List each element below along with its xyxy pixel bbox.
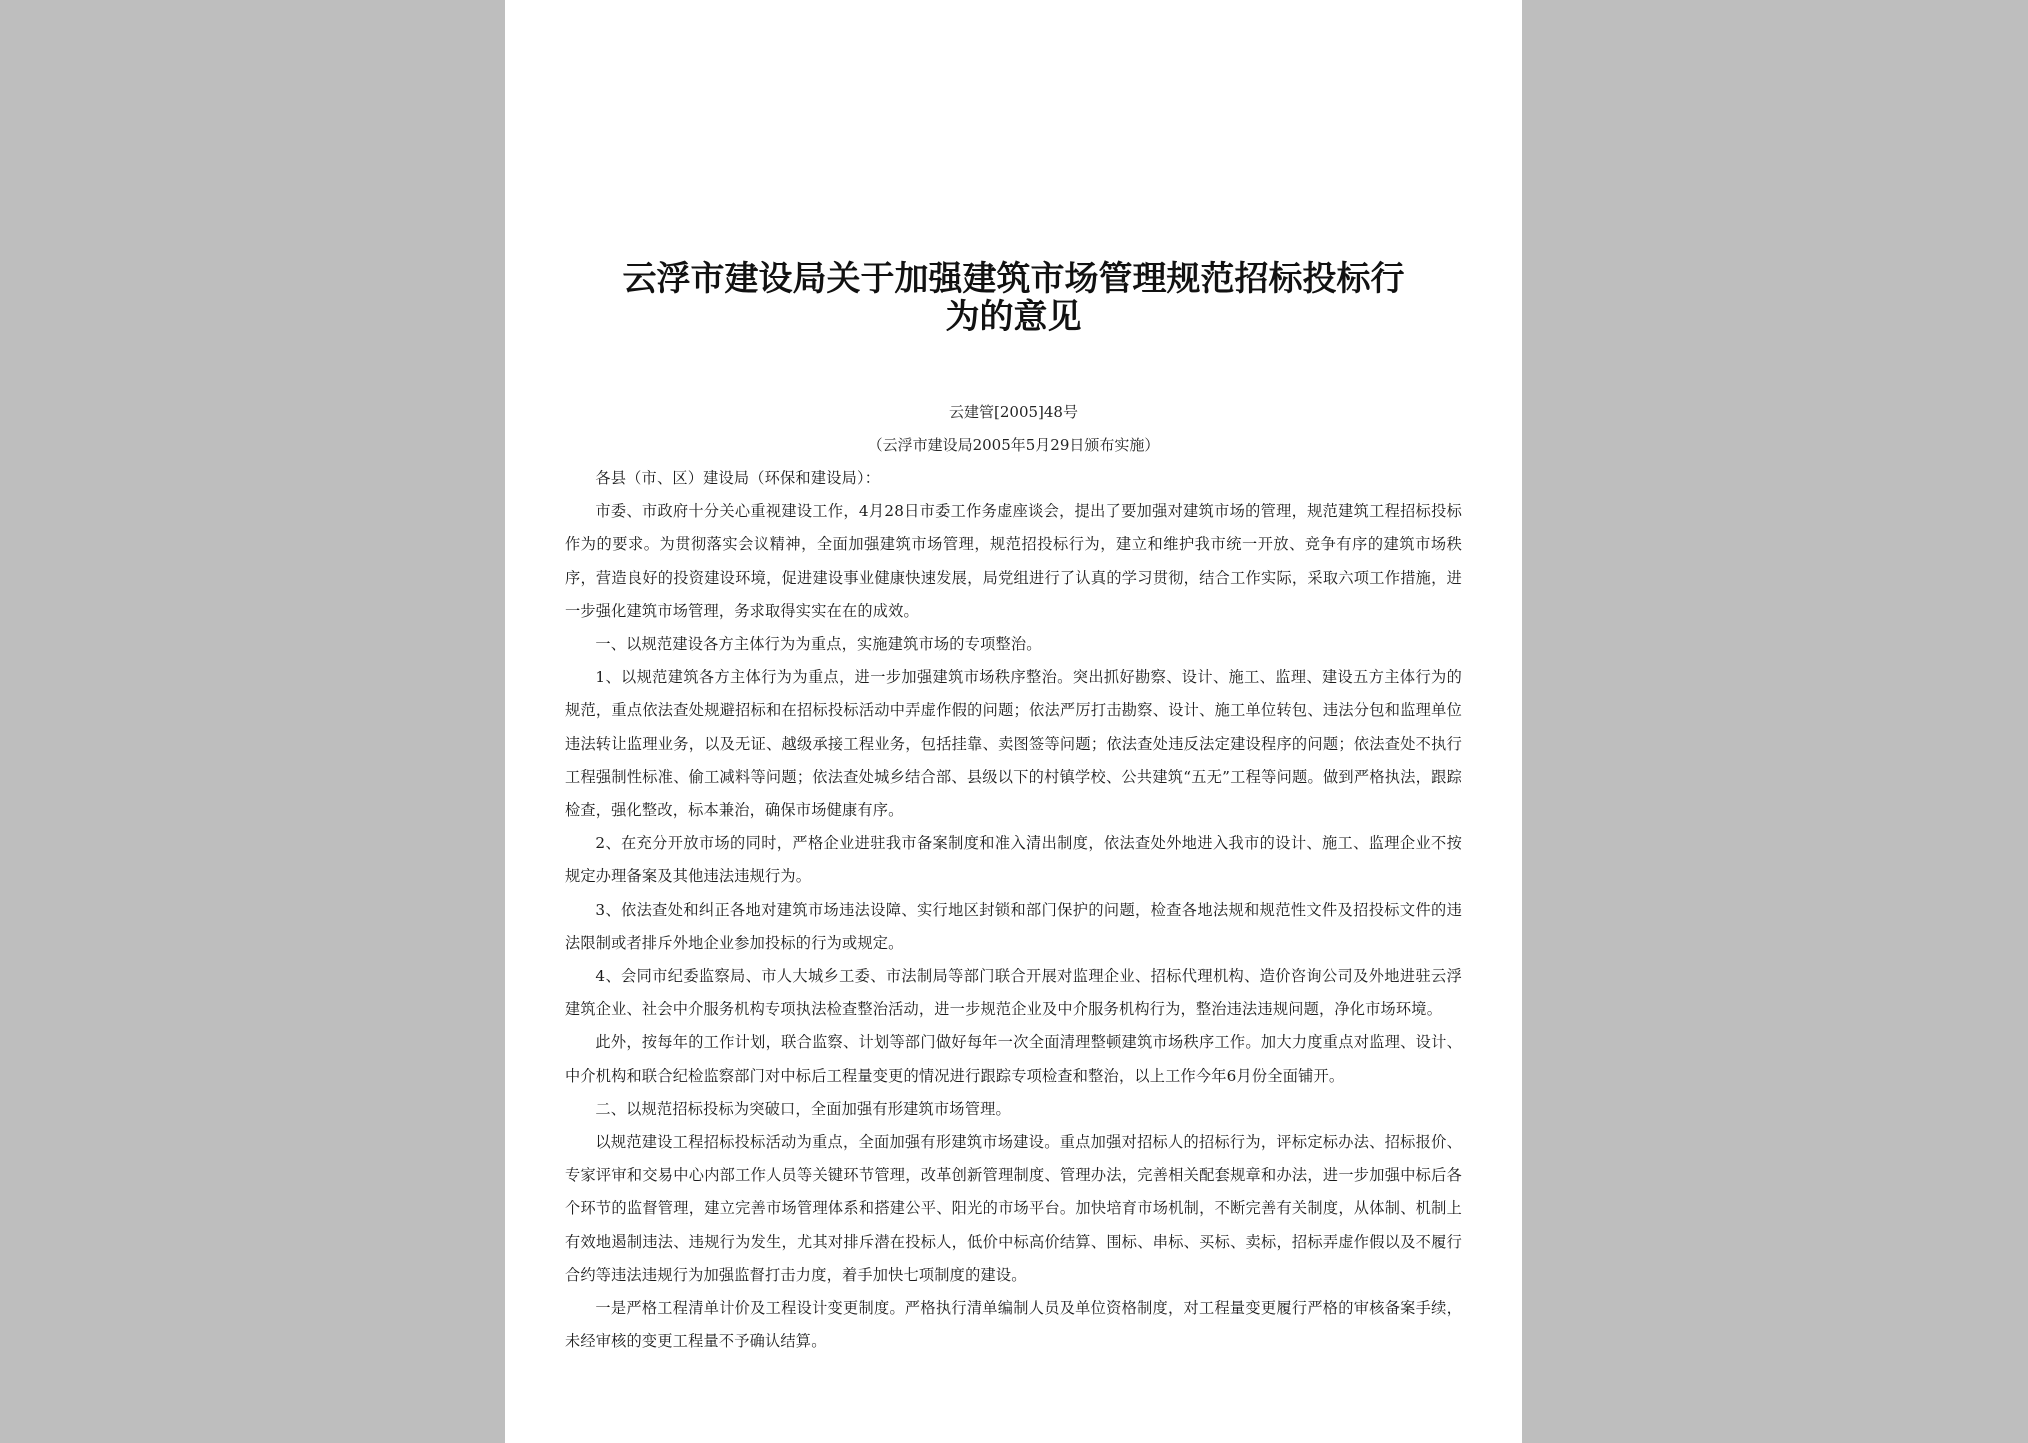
paragraph: 一、以规范建设各方主体行为为重点，实施建筑市场的专项整治。 bbox=[595, 635, 1042, 654]
document-number: 云建管[2005]48号 bbox=[949, 403, 1078, 421]
document-body bbox=[565, 462, 1462, 1358]
document-title: 云浮市建设局关于加强建筑市场管理规范招标投标行为的意见 bbox=[622, 259, 1405, 337]
document-page bbox=[505, 0, 1522, 1443]
salutation: 各县（市、区）建设局（环保和建设局）： bbox=[595, 469, 881, 487]
issue-note: （云浮市建设局2005年5月29日颁布实施） bbox=[867, 436, 1160, 454]
paragraph: 一是严格工程清单计价及工程设计变更制度。严格执行清单编制人员及单位资格制度，对工程量变更履行严格的审核备案手续，未经审核的变更工程量不予确认结算。 bbox=[565, 1299, 1462, 1351]
paragraph: 4、会同市纪委监察局、市人大城乡工委、市法制局等部门联合开展对监理企业、招标代理机构、造价咨询公司及外地进驻云浮建筑企业、社会中介服务机构专项执法检查整治活动，进一步规范企业及中介服务机构行为，整治违法违规问题，净化市场环境。 bbox=[565, 967, 1462, 1019]
paragraph: 以规范建设工程招标投标活动为重点，全面加强有形建筑市场建设。重点加强对招标人的招标行为，评标定标办法、招标报价、专家评审和交易中心内部工作人员等关键环节管理，改革创新管理制度、管理办法，完善相关配套规章和办法，进一步加强中标后各个环节的监督管理，建立完善市场管理体系和搭建公平、阳光的市场平台。加快培育市场机制，不断完善有关制度，从体制、机制上有效地遏制违法、违规行为发生，尤其对排斥潜在投标人，低价中标高价结算、围标、串标、买标、卖标，招标弄虚作假以及不履行合约等违法违规行为加强监督打击力度，着手加快七项制度的建设。 bbox=[565, 1133, 1462, 1284]
paragraph: 1、以规范建筑各方主体行为为重点，进一步加强建筑市场秩序整治。突出抓好勘察、设计、施工、监理、建设五方主体行为的规范，重点依法查处规避招标和在招标投标活动中弄虚作假的问题；依法严厉打击勘察、设计、施工单位转包、违法分包和监理单位违法转让监理业务，以及无证、越级承接工程业务，包括挂靠、卖图签等问题；依法查处违反法定建设程序的问题；依法查处不执行工程强制性标准、偷工减料等问题；依法查处城乡结合部、县级以下的村镇学校、公共建筑“五无”工程等问题。做到严格执法，跟踪检查，强化整改，标本兼治，确保市场健康有序。 bbox=[565, 668, 1462, 820]
paragraph: 此外，按每年的工作计划，联合监察、计划等部门做好每年一次全面清理整顿建筑市场秩序工作。加大力度重点对监理、设计、中介机构和联合纪检监察部门对中标后工程量变更的情况进行跟踪专项检查和整治，以上工作今年6月份全面铺开。 bbox=[565, 1033, 1462, 1085]
paragraph: 2、在充分开放市场的同时，严格企业进驻我市备案制度和准入清出制度，依法查处外地进入我市的设计、施工、监理企业不按规定办理备案及其他违法违规行为。 bbox=[565, 834, 1462, 886]
paragraph: 3、依法查处和纠正各地对建筑市场违法设障、实行地区封锁和部门保护的问题，检查各地法规和规范性文件及招投标文件的违法限制或者排斥外地企业参加投标的行为或规定。 bbox=[565, 900, 1462, 952]
paragraph: 市委、市政府十分关心重视建设工作，4月28日市委工作务虚座谈会，提出了要加强对建筑市场的管理，规范建筑工程招标投标作为的要求。为贯彻落实会议精神，全面加强建筑市场管理，规范招投标行为，建立和维护我市统一开放、竞争有序的建筑市场秩序，营造良好的投资建设环境，促进建设事业健康快速发展，局党组进行了认真的学习贯彻，结合工作实际，采取六项工作措施，进一步强化建筑市场管理，务求取得实实在在的成效。 bbox=[565, 502, 1462, 620]
paragraph: 二、以规范招标投标为突破口，全面加强有形建筑市场管理。 bbox=[595, 1099, 1011, 1118]
